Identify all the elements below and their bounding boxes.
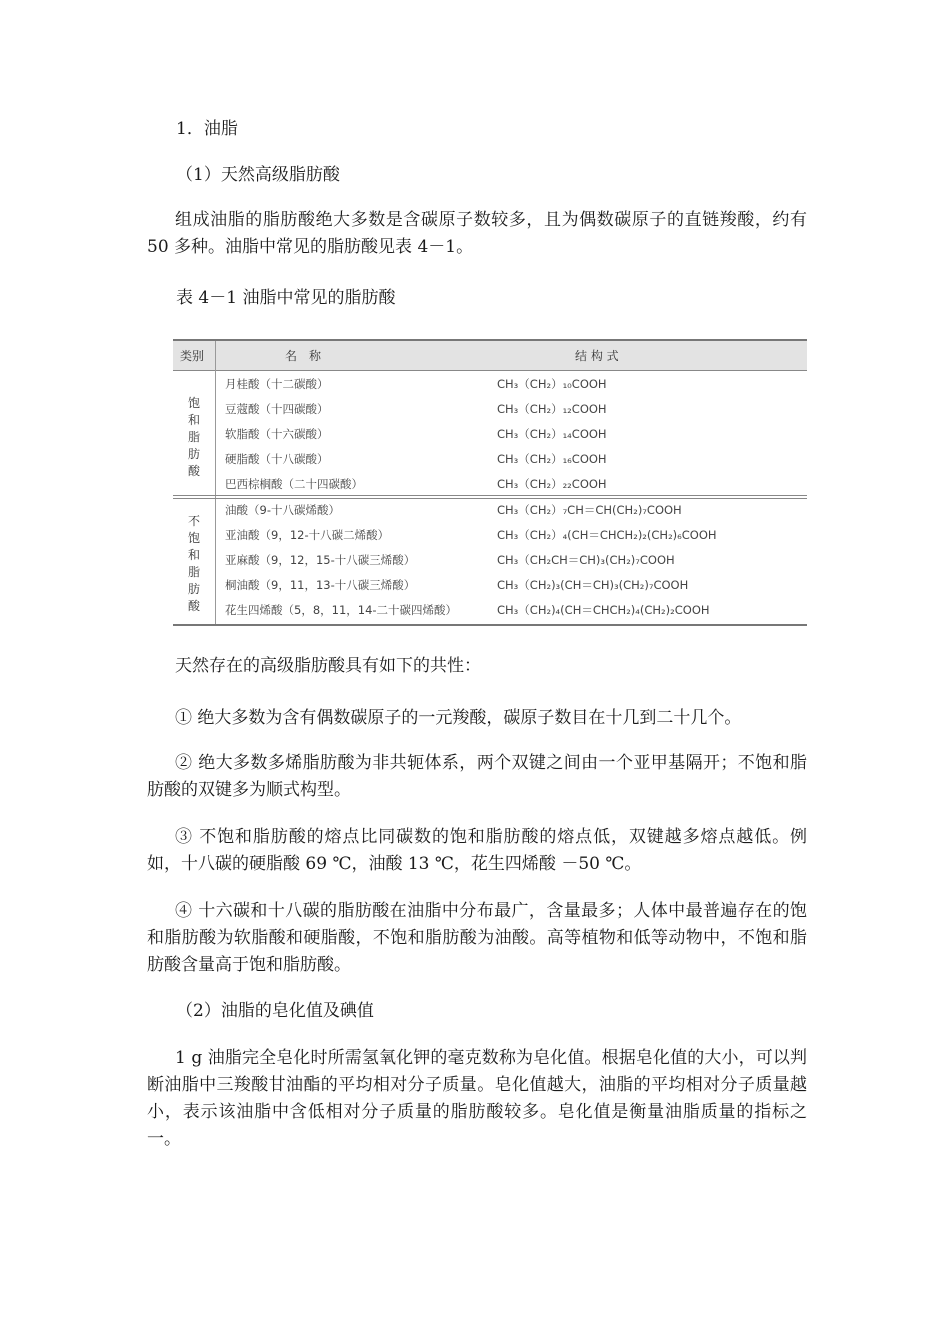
row-name: 花生四烯酸（5，8，11，14-二十碳四烯酸） — [225, 603, 458, 617]
row-structure: CH₃（CH₂）₄(CH＝CHCH₂)₂(CH₂)₆COOH — [497, 528, 717, 542]
row-structure: CH₃（CH₂）₂₂COOH — [497, 477, 607, 491]
row-name: 月桂酸（十二碳酸） — [225, 377, 329, 391]
table-header — [173, 341, 807, 371]
column-divider — [215, 341, 216, 624]
header-category: 类别 — [180, 349, 205, 363]
row-structure: CH₃（CH₂）₁₀COOH — [497, 377, 607, 391]
row-name: 硬脂酸（十八碳酸） — [225, 452, 329, 466]
point-4: ④ 十六碳和十八碳的脂肪酸在油脂中分布最广，含量最多；人体中最普遍存在的饱和脂肪酸为软脂酸和硬脂酸，不饱和脂肪酸为油酸。高等植物和低等动物中，不饱和脂肪酸含量高于饱和脂肪酸。 — [147, 901, 807, 975]
table-caption: 表 4－1 油脂中常见的脂肪酸 — [176, 288, 396, 308]
group-separator — [173, 495, 807, 499]
row-structure: CH₃（CH₂）₇CH＝CH(CH₂)₇COOH — [497, 503, 682, 517]
paragraph-2: 天然存在的高级脂肪酸具有如下的共性： — [175, 656, 481, 676]
point-1: ① 绝大多数为含有偶数碳原子的一元羧酸，碳原子数目在十几到二十几个。 — [175, 708, 742, 728]
row-structure: CH₃（CH₂CH＝CH)₃(CH₂)₇COOH — [497, 553, 675, 567]
row-name: 软脂酸（十六碳酸） — [225, 427, 329, 441]
point-3: ③ 不饱和脂肪酸的熔点比同碳数的饱和脂肪酸的熔点低，双键越多熔点越低。例如，十八碳的硬脂酸 69 ℃，油酸 13 ℃，花生四烯酸 －50 ℃。 — [147, 827, 807, 874]
fatty-acid-table — [173, 339, 807, 626]
row-name: 油酸（9-十八碳烯酸） — [225, 503, 340, 517]
row-name: 桐油酸（9，11，13-十八碳三烯酸） — [225, 578, 416, 592]
row-structure: CH₃（CH₂)₃(CH＝CH)₃(CH₂)₇COOH — [497, 578, 689, 592]
row-structure: CH₃（CH₂)₄(CH＝CHCH₂)₄(CH₂)₂COOH — [497, 603, 710, 617]
subsection-title-1: （1）天然高级脂肪酸 — [176, 165, 340, 185]
category-saturated: 饱和脂肪酸 — [187, 396, 200, 478]
row-name: 亚麻酸（9，12，15-十八碳三烯酸） — [225, 553, 416, 567]
row-name: 豆蔻酸（十四碳酸） — [225, 402, 329, 416]
row-structure: CH₃（CH₂）₁₄COOH — [497, 427, 607, 441]
header-name: 名 称 — [285, 349, 322, 363]
category-unsaturated: 不饱和脂肪酸 — [187, 514, 200, 613]
subsection-title-2: （2）油脂的皂化值及碘值 — [176, 1001, 374, 1021]
row-name: 亚油酸（9，12-十八碳二烯酸） — [225, 528, 390, 542]
row-structure: CH₃（CH₂）₁₆COOH — [497, 452, 607, 466]
section-title: 1．油脂 — [176, 119, 238, 139]
point-2: ② 绝大多数多烯脂肪酸为非共轭体系，两个双键之间由一个亚甲基隔开；不饱和脂肪酸的双键多为顺式构型。 — [147, 753, 807, 800]
row-structure: CH₃（CH₂）₁₂COOH — [497, 402, 607, 416]
paragraph-1: 组成油脂的脂肪酸绝大多数是含碳原子数较多，且为偶数碳原子的直链羧酸，约有 50 多种。油脂中常见的脂肪酸见表 4－1。 — [147, 210, 807, 257]
row-name: 巴西棕榈酸（二十四碳酸） — [225, 477, 363, 491]
header-structure: 结 构 式 — [575, 349, 619, 363]
paragraph-3: 1 g 油脂完全皂化时所需氢氧化钾的毫克数称为皂化值。根据皂化值的大小，可以判断油脂中三羧酸甘油酯的平均相对分子质量。皂化值越大，油脂的平均相对分子质量越小，表示该油脂中含低相对分子质量的脂肪酸较多。皂化值是衡量油脂质量的指标之一。 — [147, 1048, 807, 1149]
